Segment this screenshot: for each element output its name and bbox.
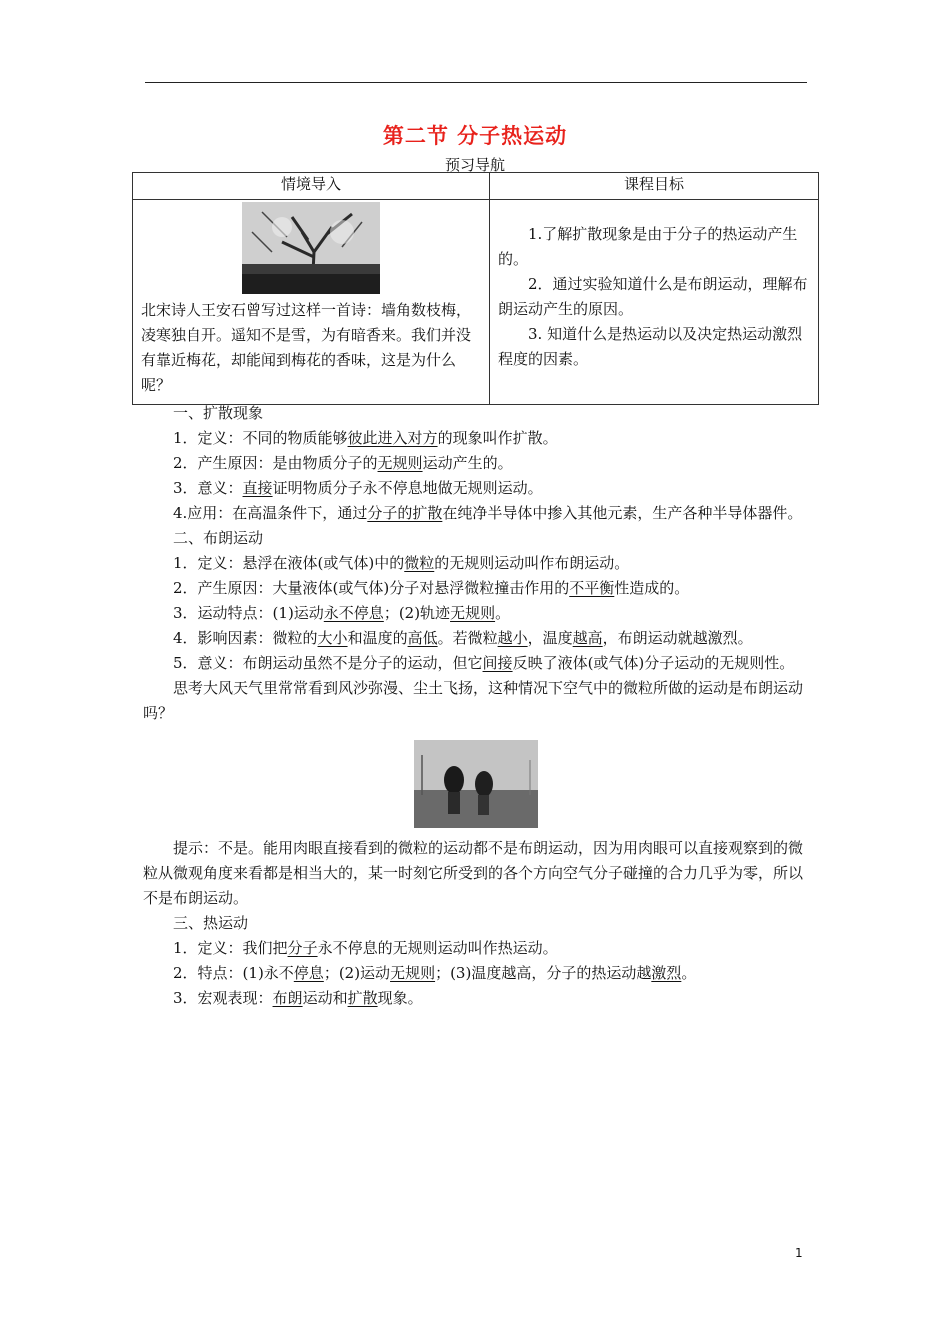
- plum-blossom-image: [242, 202, 380, 294]
- table-header-row: [133, 173, 819, 200]
- brownian-factors: 4．影响因素：微粒的大小和温度的高低。若微粒越小，温度越高，布朗运动就越激烈。: [173, 629, 753, 647]
- section-thermal-heading: 三、热运动: [173, 914, 249, 932]
- thermal-definition: 1．定义：我们把分子永不停息的无规则运动叫作热运动。: [173, 939, 558, 957]
- brownian-features: 3．运动特点：(1)运动永不停息；(2)轨迹无规则。: [173, 604, 511, 622]
- page-title: 第二节 分子热运动: [382, 124, 568, 148]
- goal-item-3: 3. 知道什么是热运动以及决定热运动激烈程度的因素。: [498, 325, 803, 368]
- windy-street-photo: [414, 740, 538, 828]
- col-header-intro: 情境导入: [133, 173, 490, 200]
- diffusion-definition: 1．定义：不同的物质能够彼此进入对方的现象叫作扩散。: [173, 429, 558, 447]
- think-question: 思考大风天气里常常看到风沙弥漫、尘土飞扬，这种情况下空气中的微粒所做的运动是布朗运动吗？: [143, 679, 804, 722]
- col-header-goals: 课程目标: [490, 173, 819, 200]
- plum-blossom-photo: [242, 202, 380, 294]
- main-content: [143, 401, 809, 1011]
- preview-table: [132, 172, 819, 405]
- page-subtitle: 预习导航: [444, 156, 505, 174]
- diffusion-application: 4.应用：在高温条件下，通过分子的扩散在纯净半导体中掺入其他元素，生产各种半导体器件。: [173, 504, 803, 522]
- goals-cell: [490, 200, 819, 405]
- page-number: 1: [795, 1246, 803, 1260]
- goal-item-2: 2．通过实验知道什么是布朗运动，理解布朗运动产生的原因。: [498, 275, 808, 318]
- brownian-meaning: 5．意义：布朗运动虽然不是分子的运动，但它间接反映了液体(或气体)分子运动的无规则性。: [173, 654, 795, 672]
- section-diffusion-heading: 一、扩散现象: [173, 404, 264, 422]
- intro-cell: [133, 200, 490, 405]
- windy-street-image: [414, 740, 538, 828]
- table-body-row: [133, 200, 819, 405]
- section-brownian-heading: 二、布朗运动: [173, 529, 264, 547]
- thermal-macro: 3．宏观表现：布朗运动和扩散现象。: [173, 989, 423, 1007]
- thermal-features: 2．特点：(1)永不停息；(2)运动无规则；(3)温度越高，分子的热运动越激烈。: [173, 964, 697, 982]
- brownian-definition: 1．定义：悬浮在液体(或气体)中的微粒的无规则运动叫作布朗运动。: [173, 554, 630, 572]
- diffusion-cause: 2．产生原因：是由物质分子的无规则运动产生的。: [173, 454, 513, 472]
- intro-text: 北宋诗人王安石曾写过这样一首诗：墙角数枝梅，凌寒独自开。遥知不是雪，为有暗香来。我们并没有靠近梅花，却能闻到梅花的香味，这是为什么呢？: [141, 301, 472, 394]
- header-rule: [145, 82, 807, 83]
- goal-item-1: 1.了解扩散现象是由于分子的热运动产生的。: [498, 225, 798, 268]
- hint-answer: 提示：不是。能用肉眼直接看到的微粒的运动都不是布朗运动，因为用肉眼可以直接观察到的微粒从微观角度来看都是相当大的，某一时刻它所受到的各个方向空气分子碰撞的合力几乎为零，所以不是布朗运动。: [143, 839, 804, 907]
- diffusion-meaning: 3．意义：直接证明物质分子永不停息地做无规则运动。: [173, 479, 543, 497]
- brownian-cause: 2．产生原因：大量液体(或气体)分子对悬浮微粒撞击作用的不平衡性造成的。: [173, 579, 690, 597]
